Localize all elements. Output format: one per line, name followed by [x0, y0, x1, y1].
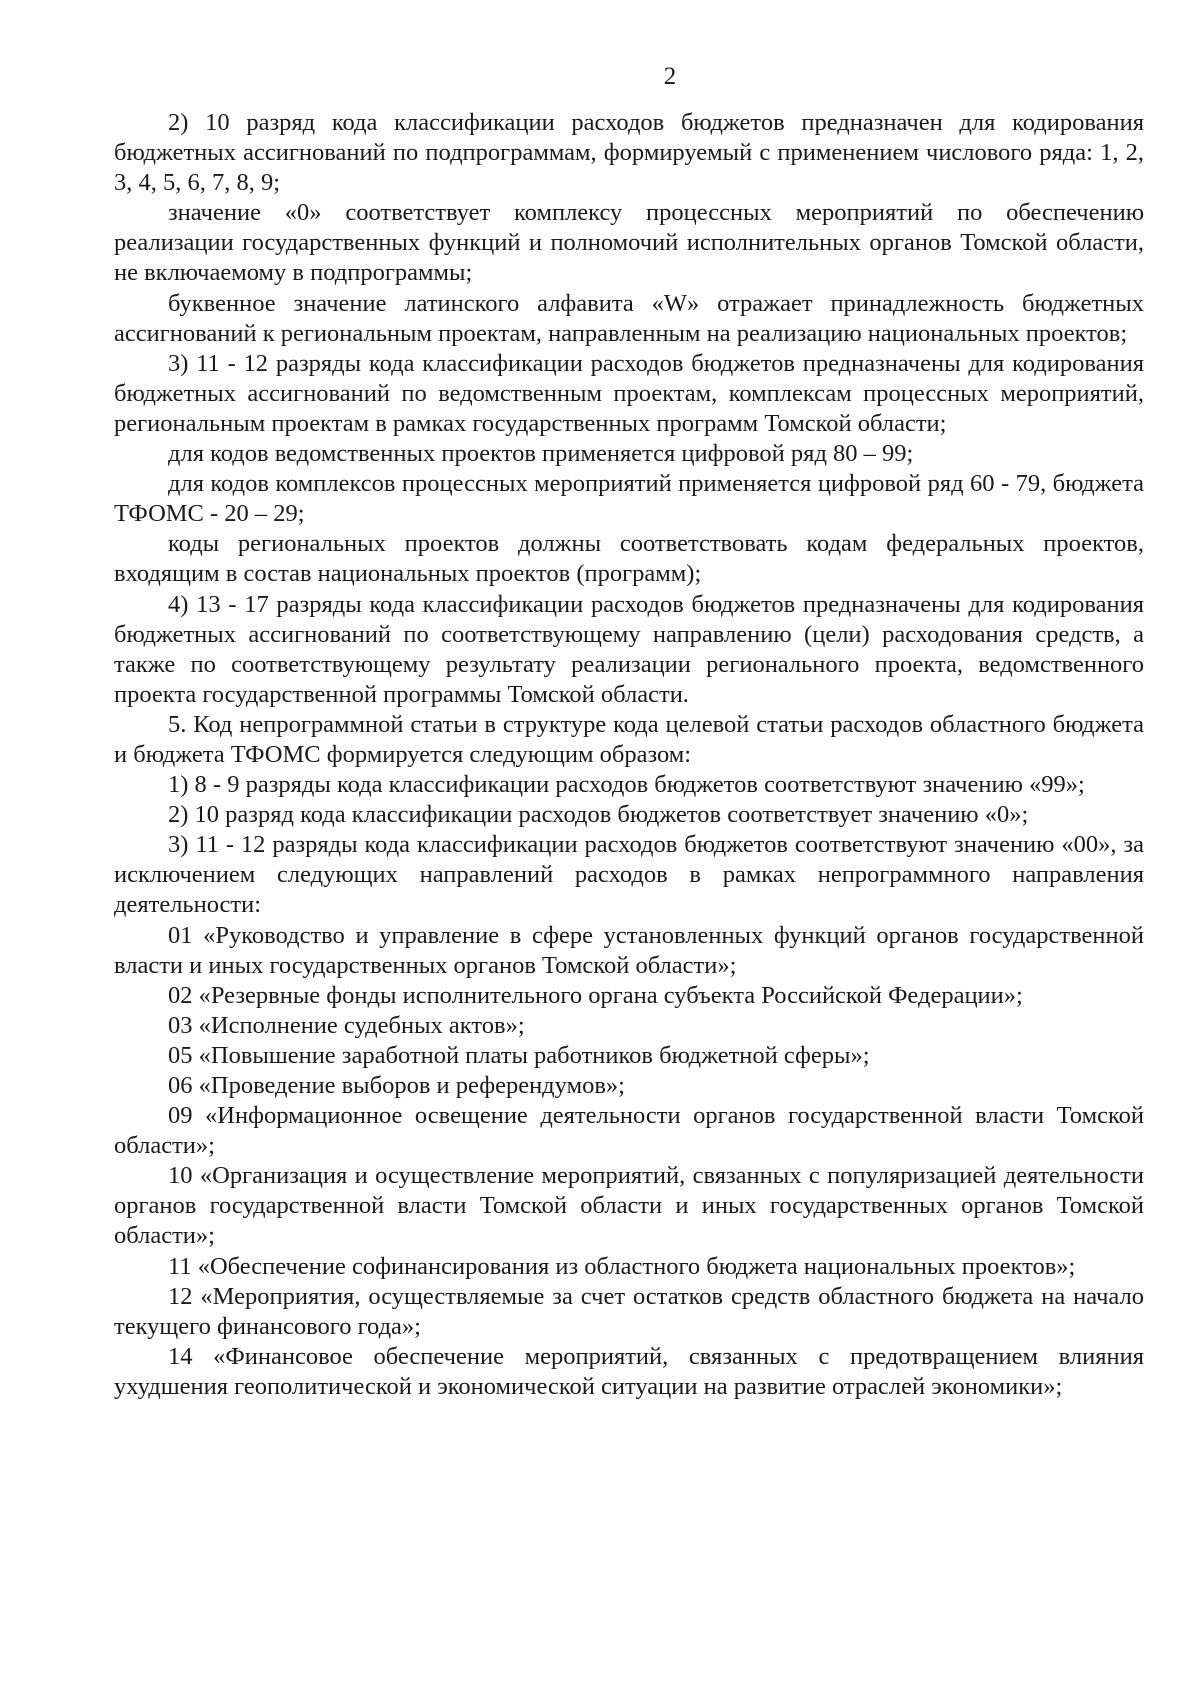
paragraph: 3) 11 - 12 разряды кода классификации расходов бюджетов соответствуют значению «00», за исключением следующих направлений расходов в рамках непрограммного направления деятельности: [114, 831, 1144, 919]
page-number: 2 [663, 63, 677, 90]
paragraph: 4) 13 - 17 разряды кода классификации расходов бюджетов предназначены для кодирования бюджетных ассигнований по соответствующему направлению (цели) расходования средств, а также по соответствующему результату реализации регионального проекта, ведомственного проекта государственной программы Томской области. [114, 590, 1144, 708]
paragraph: 2) 10 разряд кода классификации расходов бюджетов предназначен для кодирования бюджетных ассигнований по подпрограммам, формируемый с применением числового ряда: 1, 2, 3, 4, 5, 6, 7, 8, 9; [114, 109, 1144, 197]
paragraph: 11 «Обеспечение софинансирования из областного бюджета национальных проектов»; [168, 1252, 1076, 1280]
paragraph: 06 «Проведение выборов и референдумов»; [168, 1072, 625, 1099]
paragraph: 03 «Исполнение судебных актов»; [168, 1011, 525, 1039]
paragraph: для кодов ведомственных проектов применяется цифровой ряд 80 – 99; [168, 440, 914, 468]
paragraph: 3) 11 - 12 разряды кода классификации расходов бюджетов предназначены для кодирования бюджетных ассигнований по ведомственным проектам, комплексам процессных мероприятий, региональным проектам в рамках государственных программ Томской области; [114, 349, 1144, 437]
document-body [114, 108, 1144, 1402]
paragraph: коды региональных проектов должны соответствовать кодам федеральных проектов, входящим в состав национальных проектов (программ); [114, 530, 1144, 588]
paragraph: 1) 8 - 9 разряды кода классификации расходов бюджетов соответствуют значению «99»; [168, 771, 1085, 799]
paragraph: 12 «Мероприятия, осуществляемые за счет остатков средств областного бюджета на начало текущего финансового года»; [114, 1282, 1144, 1340]
paragraph: 14 «Финансовое обеспечение мероприятий, связанных с предотвращением влияния ухудшения геополитической и экономической ситуации на развитие отраслей экономики»; [114, 1342, 1144, 1400]
paragraph: 10 «Организация и осуществление мероприятий, связанных с популяризацией деятельности органов государственной власти Томской области и иных государственных органов Томской области»; [114, 1162, 1144, 1250]
paragraph: 02 «Резервные фонды исполнительного органа субъекта Российской Федерации»; [168, 981, 1023, 1009]
paragraph: 01 «Руководство и управление в сфере установленных функций органов государственной власти и иных государственных органов Томской области»; [114, 921, 1144, 979]
paragraph: 05 «Повышение заработной платы работников бюджетной сферы»; [168, 1041, 870, 1069]
paragraph: 09 «Информационное освещение деятельности органов государственной власти Томской области»; [114, 1102, 1144, 1160]
paragraph: для кодов комплексов процессных мероприятий применяется цифровой ряд 60 - 79, бюджета ТФОМС - 20 – 29; [114, 470, 1144, 528]
paragraph: 5. Код непрограммной статьи в структуре кода целевой статьи расходов областного бюджета и бюджета ТФОМС формируется следующим образом: [114, 710, 1144, 768]
paragraph: 2) 10 разряд кода классификации расходов бюджетов соответствует значению «0»; [168, 801, 1029, 829]
paragraph: буквенное значение латинского алфавита «W» отражает принадлежность бюджетных ассигнований к региональным проектам, направленным на реализацию национальных проектов; [114, 289, 1144, 347]
paragraph: значение «0» соответствует комплексу процессных мероприятий по обеспечению реализации государственных функций и полномочий исполнительных органов Томской области, не включаемому в подпрограммы; [114, 199, 1144, 287]
